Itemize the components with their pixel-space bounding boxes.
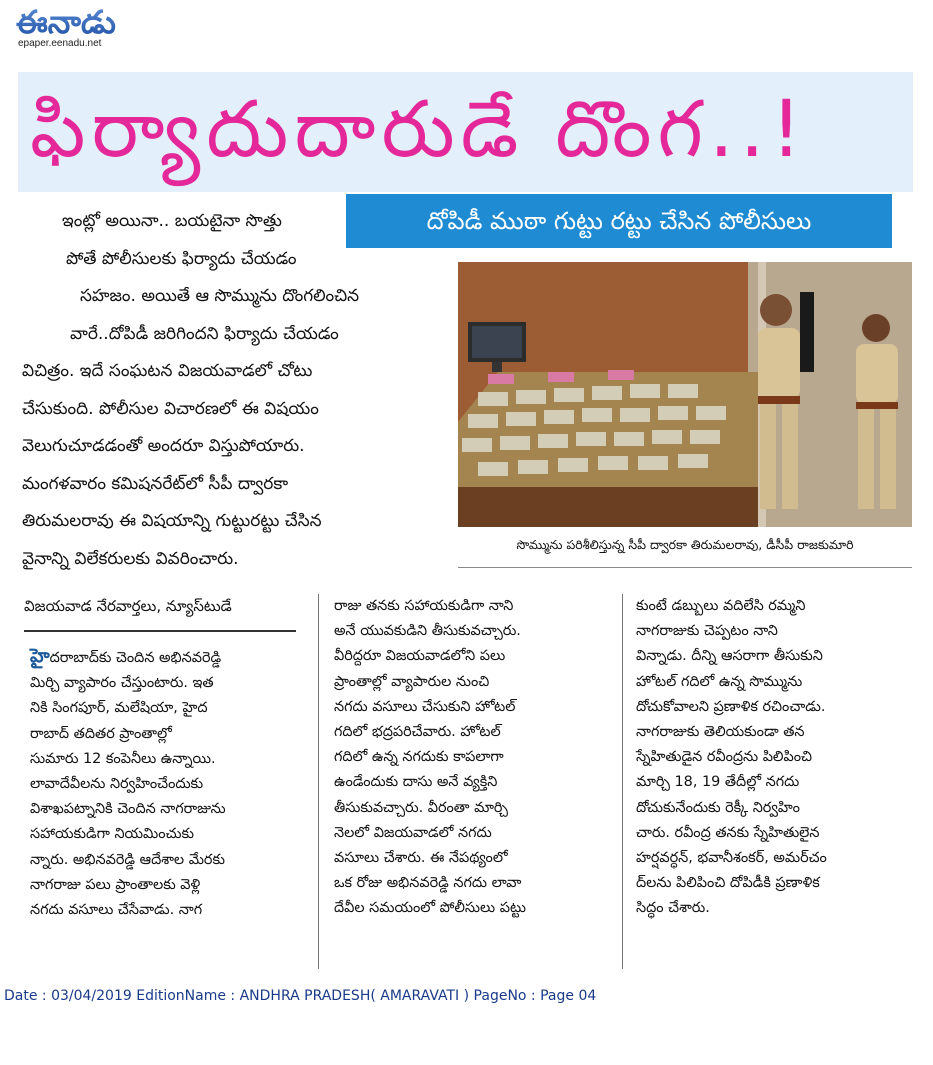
epaper-url: epaper.eenadu.net	[18, 38, 102, 49]
column-line: దోచుకోవాలని ప్రణాళిక రచించాడు.	[636, 698, 826, 715]
column-line: నెలలో విజయవాడలో నగదు	[334, 824, 492, 841]
dateline-divider	[24, 630, 296, 632]
column-line: నాగరాజు పలు ప్రాంతాలకు వెళ్లి	[30, 876, 201, 893]
article-column-3	[636, 594, 914, 922]
intro-paragraph	[22, 203, 420, 578]
column-divider	[622, 594, 623, 969]
column-line: దేవీల సమయంలో పోలీసులు పట్టు	[334, 900, 527, 917]
column-line: స్నేహితుడైన రవీంద్రను పిలిపించి	[636, 749, 813, 766]
intro-line: వెలుగుచూడడంతో అందరూ విస్తుపోయారు.	[22, 436, 305, 456]
intro-line: విచిత్రం. ఇదే సంఘటన విజయవాడలో చోటు	[22, 361, 313, 381]
column-line	[30, 644, 300, 671]
column-line: సిద్ధం చేశారు.	[636, 900, 710, 917]
column-line: హర్షవర్ధన్, భవానీశంకర్, అమర్‌చం	[636, 850, 827, 867]
edition-footer: Date : 03/04/2019 EditionName : ANDHRA PRADESH( AMARAVATI ) PageNo : Page 04	[4, 988, 597, 1004]
column-line: హోటల్ గదిలో ఉన్న సొమ్మును	[636, 673, 803, 690]
column-line: మార్చి 18, 19 తేదీల్లో నగదు	[636, 774, 800, 791]
intro-line: ఇంట్లో అయినా.. బయటైనా సొత్తు	[62, 211, 282, 231]
intro-line: చేసుకుంది. పోలీసుల విచారణలో ఈ విషయం	[22, 398, 319, 419]
dateline: విజయవాడ నేరవార్తలు, న్యూస్‌టుడే	[24, 597, 232, 615]
subhead: దోపిడీ ముఠా గుట్టు రట్టు చేసిన పోలీసులు	[426, 207, 812, 235]
column-line: రాబాద్ తదితర ప్రాంతాల్లో	[30, 725, 172, 742]
eenadu-logo	[14, 2, 144, 40]
column-divider	[318, 594, 319, 969]
column-line: నగదు వసూలు చేసేవాడు. నాగ	[30, 902, 203, 919]
column-line: నాగరాజుకు తెలియకుండా తన	[636, 724, 805, 741]
intro-line: తిరుమలరావు ఈ విషయాన్ని గుట్టురట్టు చేసిన	[22, 511, 322, 531]
intro-line: వారే..దోపిడీ జరిగిందని ఫిర్యాదు చేయడం	[70, 323, 339, 344]
column-line: దోచుకునేందుకు రెక్కీ నిర్వహిం	[636, 799, 800, 816]
column-line-rest: దరాబాద్‌కు చెందిన అభినవరెడ్డి	[49, 650, 222, 666]
column-line: మిర్చి వ్యాపారం చేస్తుంటారు. ఇత	[30, 675, 214, 692]
intro-line: పోతే పోలీసులకు ఫిర్యాదు చేయడం	[66, 248, 297, 269]
column-line: గదిలో ఉన్న నగదుకు కాపలాగా	[334, 749, 504, 766]
logo-text: ఈనాడు	[16, 3, 116, 40]
column-line: నికి సింగపూర్, మలేషియా, హైద	[30, 700, 208, 717]
column-line: సహాయకుడిగా నియమించుకు	[30, 826, 194, 843]
column-line: రాజు తనకు సహాయకుడిగా నాని	[334, 598, 514, 614]
column-line: వసూలు చేశారు. ఈ నేపథ్యంలో	[334, 850, 508, 867]
drop-word: హై	[30, 645, 50, 667]
column-line: లావాదేవీలను నిర్వహించేందుకు	[30, 776, 204, 793]
intro-line: మంగళవారం కమిషనరేట్‌లో సీపీ ద్వారకా	[22, 473, 289, 494]
column-line: తీసుకువచ్చారు. వీరంతా మార్చి	[334, 799, 509, 816]
headline: ఫిర్యాదుదారుడే దొంగ..!	[30, 85, 808, 175]
column-line: అనే యువకుడిని తీసుకువచ్చారు.	[334, 623, 521, 640]
column-line: వీరిద్దరూ విజయవాడలోని పలు	[334, 648, 506, 665]
column-line: చారు. రవీంద్ర తనకు స్నేహితులైన	[636, 824, 820, 841]
column-line: నాగరాజుకు చెప్పటం నాని	[636, 623, 778, 640]
column-line: ప్రాంతాల్లో వ్యాపారుల నుంచి	[334, 673, 490, 690]
article-column-2	[334, 594, 609, 922]
photo-caption: సొమ్మును పరిశీలిస్తున్న సీపీ ద్వారకా తిరుమలరావు, డీసీపీ రాజకుమారి	[516, 537, 854, 552]
column-line: ద్‌లను పిలిపించి దోపిడీకి ప్రణాళిక	[636, 875, 820, 892]
column-line: విశాఖపట్నానికి చెందిన నాగరాజును	[30, 801, 226, 818]
column-line: నగదు వసూలు చేసుకుని హోటల్	[334, 698, 516, 715]
article-column-1	[30, 644, 300, 923]
column-line: కుంటే డబ్బులు వదిలేసి రమ్మని	[636, 598, 806, 614]
column-line: ఒక రోజు అభినవరెడ్డి నగదు లావా	[334, 875, 522, 892]
column-line: గదిలో భద్రపరిచేవారు. హోటల్	[334, 724, 501, 741]
intro-line: వైనాన్ని విలేకరులకు వివరించారు.	[22, 548, 239, 569]
column-line: ఉండేందుకు దాసు అనే వ్యక్తిని	[334, 774, 498, 791]
caption-divider	[458, 567, 912, 568]
intro-line: సహజం. అయితే ఆ సొమ్మును దొంగలించిన	[80, 286, 360, 306]
column-line: సుమారు 12 కంపెనీలు ఉన్నాయి.	[30, 750, 216, 767]
news-photo	[458, 262, 912, 527]
column-line: న్నారు. అభినవరెడ్డి ఆదేశాల మేరకు	[30, 851, 225, 868]
column-line: విన్నాడు. దీన్ని ఆసరాగా తీసుకుని	[636, 648, 823, 665]
